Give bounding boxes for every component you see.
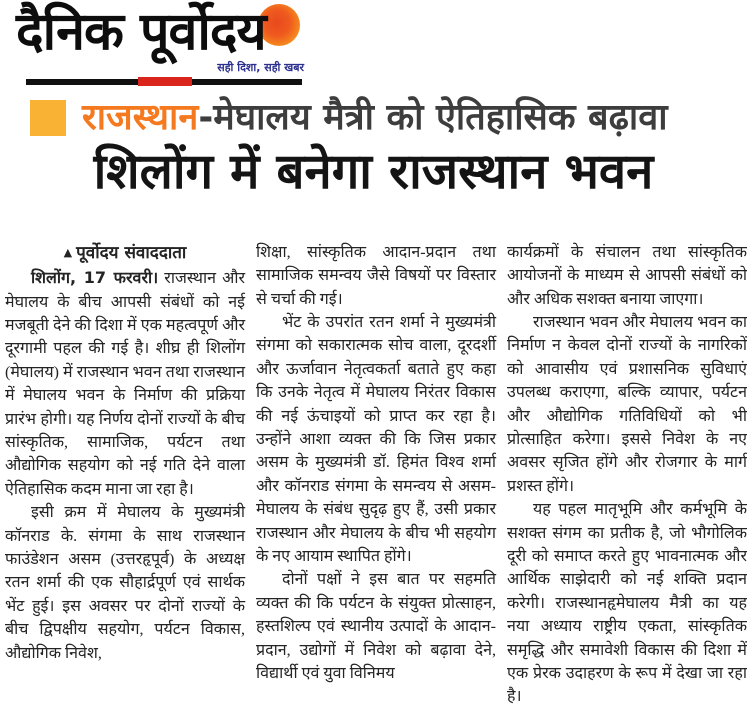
paragraph-text: राजस्थान और मेघालय के बीच आपसी संबंधों को नई मजबूती देने की दिशा में एक महत्वपूर्ण और दूरगामी पहल की गई है। शीघ्र ही शिलोंग (मेघालय) में राजस्थान भवन तथा राजस्थान में मेघालय भवन के निर्माण की प्रक्रिया प्रारंभ होगी। यह निर्णय दोनों राज्यों के बीच सांस्कृतिक, सामाजिक, पर्यटन तथा औद्योगिक सहयोग को नई गति देने वाला ऐतिहासिक कदम माना जा रहा है। bbox=[5, 270, 245, 498]
column-1 bbox=[5, 241, 245, 709]
masthead-rule bbox=[26, 79, 302, 85]
byline-triangle-icon: ▲ bbox=[63, 245, 73, 259]
paragraph-continuation: कार्यक्रमों के संचालन तथा सांस्कृतिक आयोजनों के माध्यम से आपसी संबंधों को और अधिक सशक्त बनाया जाएगा। bbox=[507, 243, 747, 308]
article-body bbox=[0, 232, 747, 709]
paragraph: दोनों पक्षों ने इस बात पर सहमति व्यक्त की कि पर्यटन के संयुक्त प्रोत्साहन, हस्तशिल्प एवं स्थानीय उत्पादों के आदान-प्रदान, उद्योगों में निवेश को बढ़ावा देने, विद्यार्थी एवं युवा विनिमय bbox=[256, 571, 496, 683]
paragraph bbox=[5, 266, 245, 501]
kicker-highlight: राजस्थान bbox=[82, 97, 199, 139]
paragraph: यह पहल मातृभूमि और कर्मभूमि के सशक्त संगम का प्रतीक है, जो भौगोलिक दूरी को समाप्त करते हुए भावनात्मक और आर्थिक साझेदारी को नई शक्ति प्रदान करेगी। राजस्थानहृमेघालय मैत्री का यह नया अध्याय राष्ट्रीय एकता, सांस्कृतिक समृद्धि और समावेशी विकास की दिशा में एक प्रेरक उदाहरण के रूप में देखा जा रहा है। bbox=[507, 501, 747, 706]
main-headline: शिलोंग में बनेगा राजस्थान भवन bbox=[93, 143, 654, 201]
paragraph-continuation: शिक्षा, सांस्कृतिक आदान-प्रदान तथा सामाजिक समन्वय जैसे विषयों पर विस्तार से चर्चा की गई। bbox=[256, 243, 496, 308]
kicker-rest: -मेघालय मैत्री को ऐतिहासिक बढ़ावा bbox=[198, 97, 668, 139]
masthead-ribbon bbox=[138, 77, 192, 86]
column-3 bbox=[507, 241, 747, 709]
newspaper-title: दैनिक पूर्वोदय bbox=[16, 2, 266, 62]
newspaper-tagline: सही दिशा, सही खबर bbox=[217, 61, 304, 75]
byline bbox=[5, 241, 245, 265]
kicker-row bbox=[30, 97, 747, 139]
kicker-headline bbox=[82, 97, 668, 139]
paragraph: राजस्थान भवन और मेघालय भवन का निर्माण न केवल दोनों राज्यों के नागरिकों को आवासीय एवं प्रशासनिक सुविधाएं उपलब्ध कराएगा, बल्कि व्यापार, पर्यटन और औद्योगिक गतिविधियों को भी प्रोत्साहित करेगा। इससे निवेश के नए अवसर सृजित होंगे और रोजगार के मार्ग प्रशस्त होंगे। bbox=[507, 313, 747, 495]
byline-text: पूर्वोदय संवाददाता bbox=[76, 242, 187, 263]
orange-square-bullet-icon bbox=[30, 100, 66, 136]
dateline: शिलोंग, 17 फरवरी। bbox=[31, 268, 159, 288]
paragraph: भेंट के उपरांत रतन शर्मा ने मुख्यमंत्री संगमा को सकारात्मक सोच वाला, दूरदर्शी और ऊर्जावान नेतृत्वकर्ता बताते हुए कहा कि उनके नेतृत्व में मेघालय निरंतर विकास की नई ऊंचाइयों को प्राप्त कर रहा है। उन्होंने आशा व्यक्त की कि जिस प्रकार असम के मुख्यमंत्री डॉ. हिमंत विश्व शर्मा और कॉनराड संगमा के समन्वय से असम-मेघालय के संबंध सुदृढ़ हुए हैं, उसी प्रकार राजस्थान और मेघालय के बीच भी सहयोग के नए आयाम स्थापित होंगे। bbox=[256, 313, 496, 566]
column-2 bbox=[256, 241, 496, 709]
paragraph: इसी क्रम में मेघालय के मुख्यमंत्री कॉनराड के. संगमा के साथ राजस्थान फाउंडेशन असम (उत्तरहृपूर्व) के अध्यक्ष रतन शर्मा की एक सौहार्द्रपूर्ण एवं सार्थक भेंट हुई। इस अवसर पर दोनों राज्यों के बीच द्विपक्षीय सहयोग, पर्यटन विकास, औद्योगिक निवेश, bbox=[5, 504, 245, 662]
masthead bbox=[0, 0, 330, 85]
